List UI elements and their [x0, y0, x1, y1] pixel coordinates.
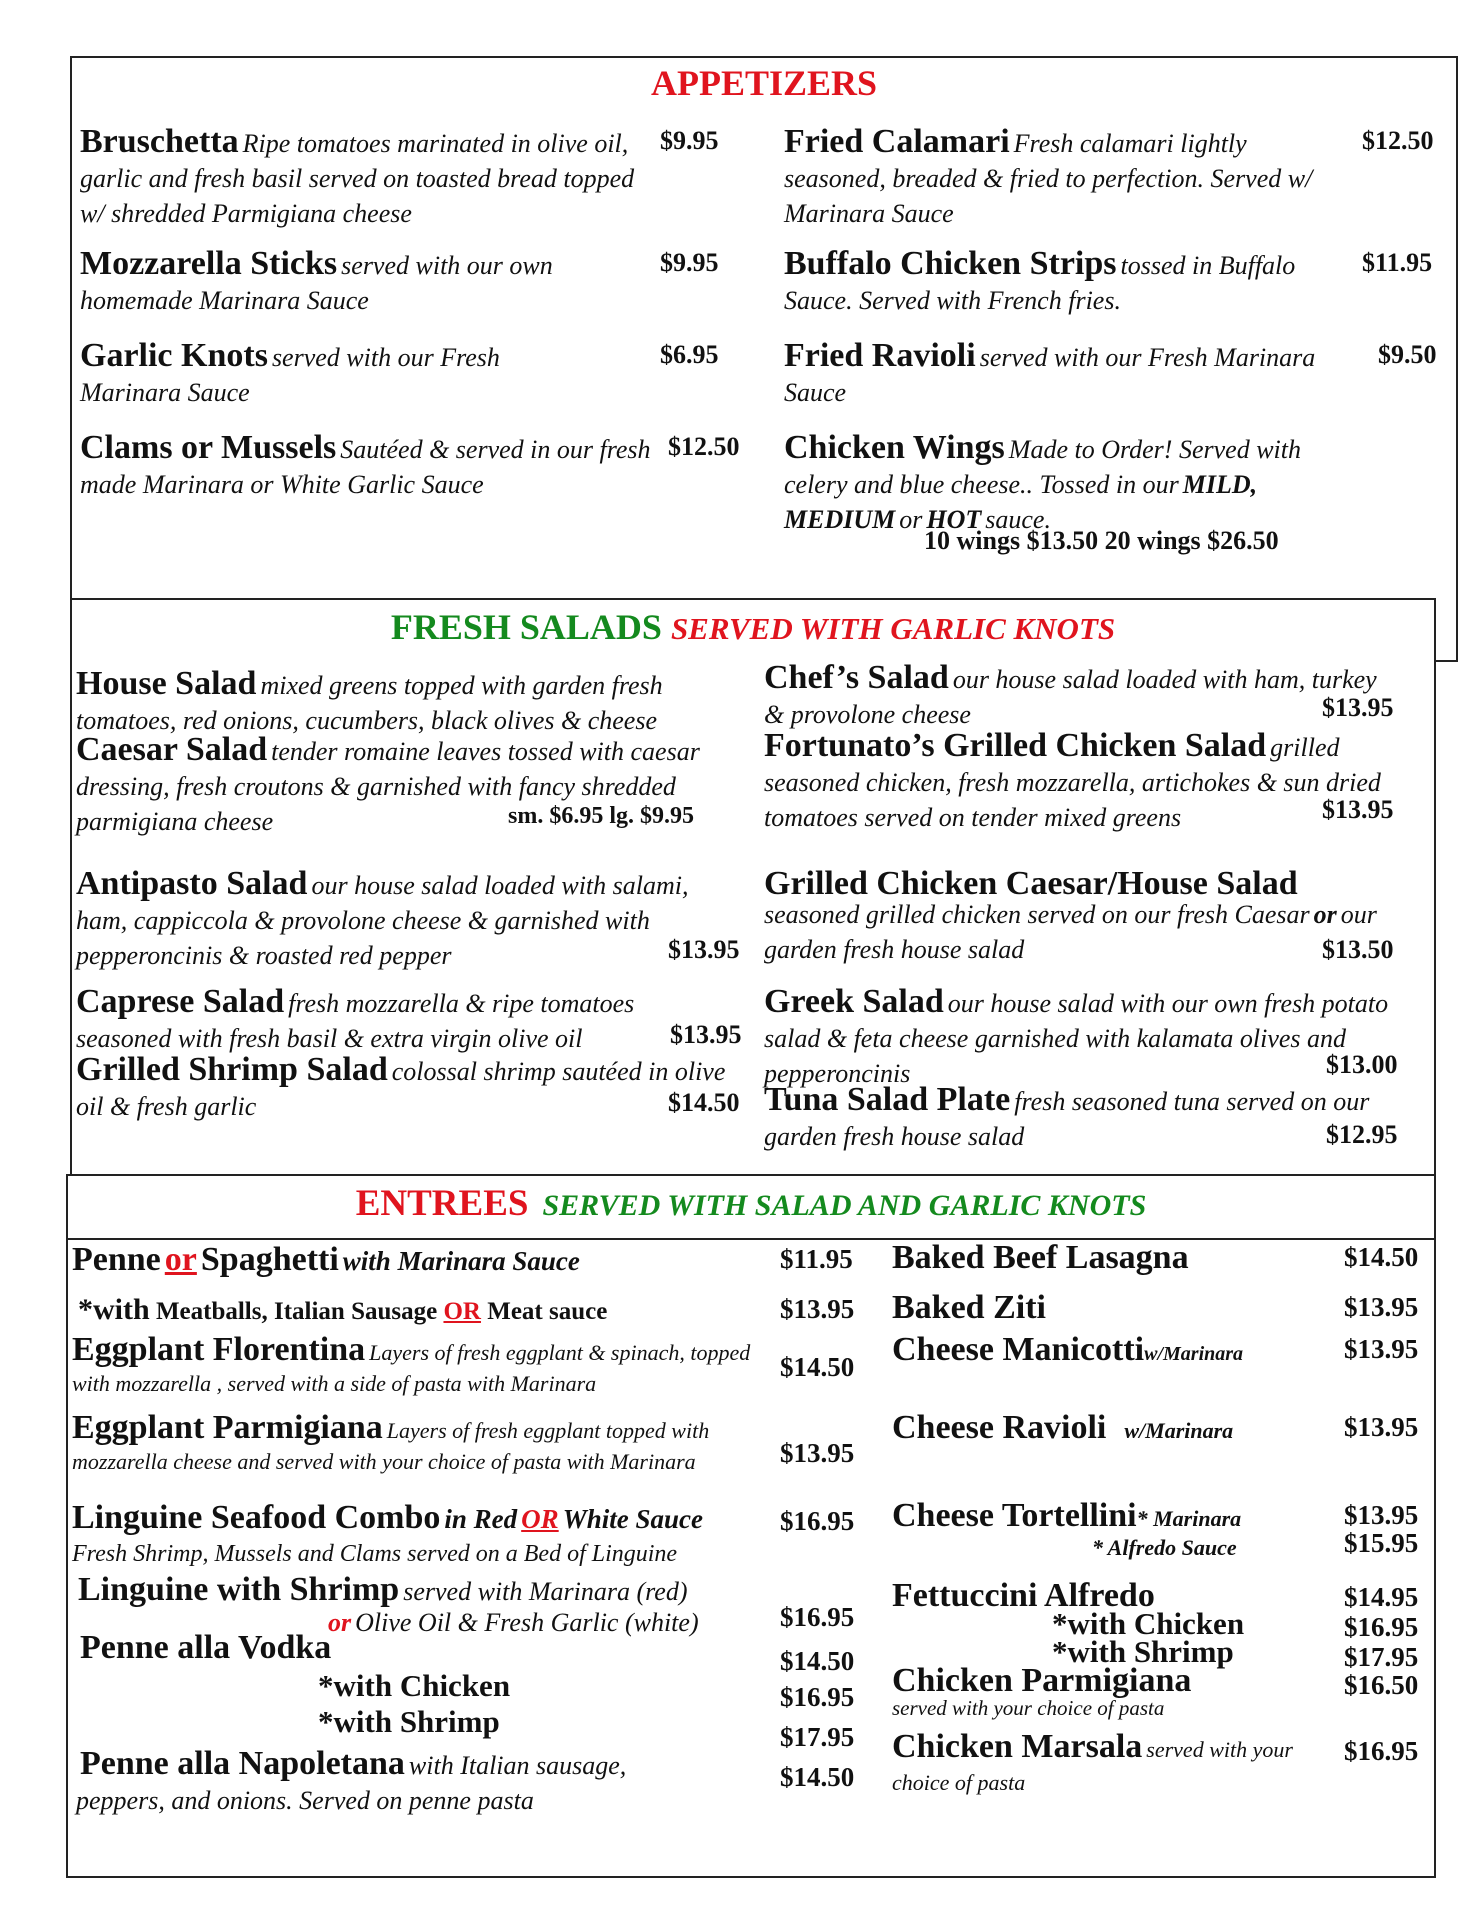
- menu-item: Penne alla Napoletana with Italian sausage, peppers, and onions. Served on penne pasta: [76, 1745, 627, 1815]
- price: $16.95: [780, 1682, 855, 1712]
- price: sm. $6.95 lg. $9.95: [508, 803, 694, 829]
- menu-item: Tuna Salad Plate fresh seasoned tuna served on our garden fresh house salad: [764, 1081, 1370, 1151]
- price: $17.95: [780, 1722, 855, 1752]
- option-with-chicken: *with Chicken: [1052, 1606, 1245, 1641]
- price: $13.95: [1344, 1500, 1419, 1530]
- menu-item: Baked Ziti: [892, 1289, 1046, 1326]
- option-with-shrimp: *with Shrimp: [318, 1704, 500, 1739]
- price: $12.95: [1326, 1120, 1398, 1149]
- menu-item: Eggplant Parmigiana Layers of fresh eggplant topped with mozzarella cheese and served with your choice of pasta with Marinara: [72, 1409, 710, 1474]
- menu-item: Chicken Marsala served with your choice of pasta: [892, 1728, 1293, 1795]
- price: $13.95: [668, 935, 740, 964]
- menu-item: Fortunato’s Grilled Chicken Salad grilled seasoned chicken, fresh mozzarella, artichokes & sun dried tomatoes served on tender mixed greens: [764, 727, 1381, 832]
- menu-item: Antipasto Salad our house salad loaded with salami, ham, cappiccola & provolone cheese & garnished with pepperoncinis & roasted red pepper: [76, 865, 689, 970]
- price: $14.50: [780, 1352, 855, 1382]
- menu-item: Caprese Salad fresh mozzarella & ripe tomatoes seasoned with fresh basil & extra virgin olive oil: [76, 983, 635, 1053]
- price: $9.95: [660, 126, 719, 155]
- price: $14.50: [668, 1088, 740, 1117]
- menu-item: Grilled Chicken Caesar/House Salad seasoned grilled chicken served on our fresh Caesar or our garden fresh house salad: [764, 865, 1377, 964]
- menu-item-chicken-wings: Chicken Wings Made to Order! Served with celery and blue cheese.. Tossed in our MILD, MEDIUM or HOT sauce.: [784, 429, 1301, 534]
- menu-item: Mozzarella Sticks served with our own homemade Marinara Sauce: [80, 245, 553, 315]
- price: $13.50: [1322, 935, 1394, 964]
- menu-item-penne-vodka: Penne alla Vodka: [80, 1629, 332, 1666]
- price: $13.95: [1344, 1412, 1419, 1442]
- menu-item: Greek Salad our house salad with our own fresh potato salad & feta cheese garnished with kalamata olives and pepperoncinis: [764, 983, 1389, 1088]
- salads-header: FRESH SALADS SERVED WITH GARLIC KNOTS: [390, 607, 1116, 647]
- price: $9.50: [1378, 340, 1437, 369]
- menu-item: Eggplant Florentina Layers of fresh eggplant & spinach, topped with mozzarella , served with a side of pasta with Marinara: [72, 1331, 751, 1396]
- appetizers-title: APPETIZERS: [650, 63, 878, 103]
- menu-item: Fettuccini Alfredo: [892, 1577, 1155, 1614]
- price: $13.95: [1344, 1292, 1419, 1322]
- price: $14.50: [780, 1762, 855, 1792]
- menu-item: Cheese Tortellini* Marinara: [892, 1497, 1242, 1534]
- price: $13.95: [780, 1438, 855, 1468]
- menu-item: Garlic Knots served with our Fresh Marinara Sauce: [80, 337, 500, 407]
- price: $13.95: [670, 1020, 742, 1049]
- price: $13.95: [1344, 1334, 1419, 1364]
- price: $9.95: [660, 248, 719, 277]
- menu-item: Bruschetta Ripe tomatoes marinated in olive oil, garlic and fresh basil served on toasted bread topped w/ shredded Parmigiana cheese: [80, 123, 635, 228]
- entrees-header: ENTREES SERVED WITH SALAD AND GARLIC KNOTS: [68, 1176, 1434, 1240]
- option-alfredo: * Alfredo Sauce: [1092, 1535, 1237, 1560]
- menu-item: Cheese Manicottiw/Marinara: [892, 1331, 1244, 1368]
- option-with-chicken: *with Chicken: [318, 1668, 511, 1703]
- menu-item: House Salad mixed greens topped with garden fresh tomatoes, red onions, cucumbers, black olives & cheese: [76, 665, 663, 735]
- menu-item: Clams or Mussels Sautéed & served in our fresh made Marinara or White Garlic Sauce: [80, 429, 651, 499]
- price: $16.50: [1344, 1670, 1419, 1700]
- price: $17.95: [1344, 1642, 1419, 1672]
- wings-prices: 10 wings $13.50 20 wings $26.50: [924, 526, 1279, 555]
- option-with-shrimp: *with Shrimp: [1052, 1634, 1234, 1669]
- price: $14.95: [1344, 1582, 1419, 1612]
- price: $6.95: [660, 340, 719, 369]
- appetizers-section: [70, 56, 1458, 662]
- price: $13.95: [1322, 795, 1394, 824]
- price: $16.95: [1344, 1736, 1419, 1766]
- menu-item: Caesar Salad tender romaine leaves tossed with caesar dressing, fresh croutons & garnished with fancy shredded parmigiana cheese: [76, 731, 700, 836]
- price: $12.50: [668, 432, 740, 461]
- price: $16.95: [780, 1506, 855, 1536]
- price: $12.50: [1362, 126, 1434, 155]
- price: $14.50: [1344, 1242, 1419, 1272]
- menu-item: Buffalo Chicken Strips tossed in Buffalo Sauce. Served with French fries.: [784, 245, 1296, 315]
- menu-item: Fried Calamari Fresh calamari lightly seasoned, breaded & fried to perfection. Served w/ Marinara Sauce: [784, 123, 1313, 228]
- price: $13.95: [780, 1294, 855, 1324]
- price: $11.95: [780, 1244, 853, 1274]
- price: $16.95: [1344, 1612, 1419, 1642]
- menu-item: Cheese Ravioli w/Marinara: [892, 1409, 1234, 1446]
- menu-item: Grilled Shrimp Salad colossal shrimp sautéed in olive oil & fresh garlic: [76, 1051, 726, 1121]
- menu-item: Baked Beef Lasagna: [892, 1239, 1189, 1276]
- price: $11.95: [1362, 248, 1433, 277]
- menu-item: Linguine Seafood Combo in Red OR White Sauce Fresh Shrimp, Mussels and Clams served on a Bed of Linguine: [72, 1499, 703, 1567]
- price: $14.50: [780, 1646, 855, 1676]
- menu-item: *with Meatballs, Italian Sausage OR Meat sauce: [78, 1293, 608, 1326]
- menu-item: Penne or Spaghetti with Marinara Sauce: [72, 1241, 580, 1278]
- price: $16.95: [780, 1602, 855, 1632]
- price: $15.95: [1344, 1528, 1419, 1558]
- price: $13.95: [1322, 693, 1394, 722]
- entrees-section: [66, 1174, 1436, 1878]
- menu-item: Chicken Parmigiana served with your choice of pasta: [892, 1662, 1192, 1720]
- menu-item: Fried Ravioli served with our Fresh Marinara Sauce: [784, 337, 1316, 407]
- price: $13.00: [1326, 1050, 1398, 1079]
- salads-section: [70, 598, 1436, 1176]
- menu-item: Chef’s Salad our house salad loaded with ham, turkey & provolone cheese: [764, 659, 1377, 729]
- menu-item: Linguine with Shrimp served with Marinara (red) or Olive Oil & Fresh Garlic (white): [78, 1571, 699, 1637]
